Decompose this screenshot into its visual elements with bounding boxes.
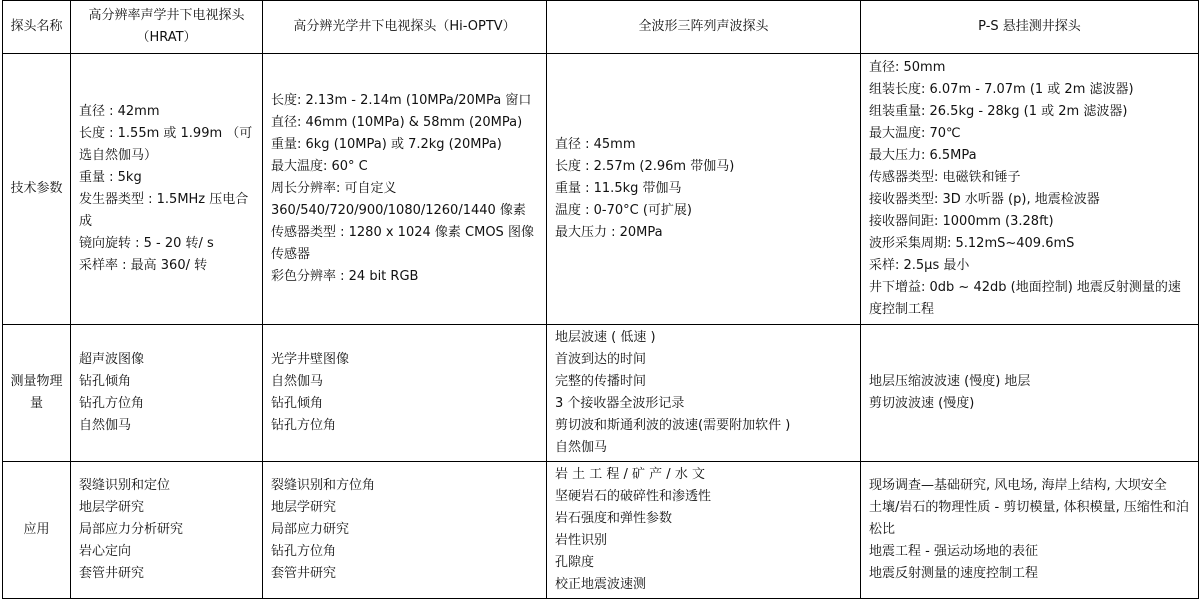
- cell-line: 孔隙度: [555, 555, 595, 570]
- cell-line: 长度 : 2.57m (2.96m 带伽马): [555, 159, 735, 174]
- cell-line: 钻孔倾角: [79, 374, 132, 389]
- cell-ps-app: [861, 462, 1199, 599]
- cell-line: 直径: 46mm (10MPa) & 58mm (20MPa): [271, 115, 523, 130]
- cell-line: 坚硬岩石的破碎性和渗透性: [555, 489, 712, 504]
- cell-line: 自然伽马: [271, 374, 324, 389]
- header-hrat: 高分辨率声学井下电视探头（HRAT）: [71, 1, 263, 54]
- cell-line: 地震工程 - 强运动场地的表征: [869, 544, 1038, 559]
- cell-line: 采样率 : 最高 360/ 转: [79, 258, 208, 273]
- cell-line: 首波到达的时间: [555, 352, 647, 367]
- cell-line: 长度 : 1.55m 或 1.99m （可选自然伽马）: [79, 126, 253, 163]
- cell-line: 最大温度: 70℃: [869, 126, 961, 141]
- cell-fullwave-meas: [547, 325, 861, 462]
- cell-line: 钻孔倾角: [271, 396, 324, 411]
- cell-line: 光学井壁图像: [271, 352, 350, 367]
- cell-fullwave-tech: [547, 54, 861, 325]
- cell-line: 采样: 2.5μs 最小: [869, 258, 970, 273]
- cell-line: 剪切波波速 (慢度): [869, 396, 975, 411]
- cell-line: 钻孔方位角: [271, 544, 337, 559]
- cell-line: 组装重量: 26.5kg - 28kg (1 或 2m 滤波器): [869, 104, 1128, 119]
- cell-line: 接收器间距: 1000mm (3.28ft): [869, 214, 1054, 229]
- cell-line: 波形采集周期: 5.12mS~409.6mS: [869, 236, 1075, 251]
- cell-line: 地层波速 ( 低速 ): [555, 330, 656, 345]
- probe-spec-table: [2, 0, 1199, 599]
- cell-line: 剪切波和斯通利波的波速(需要附加软件 ): [555, 418, 791, 433]
- row-measured-quantities: [3, 325, 1199, 462]
- cell-line: 周长分辨率: 可自定义 360/540/720/900/1080/1260/1440 像素: [271, 181, 526, 218]
- cell-line: 重量 : 11.5kg 带伽马: [555, 181, 682, 196]
- cell-hrat-tech: [71, 54, 263, 325]
- cell-hrat-app: [71, 462, 263, 599]
- cell-line: 钻孔方位角: [271, 418, 337, 433]
- header-probe-name: 探头名称: [3, 1, 71, 54]
- row-applications: [3, 462, 1199, 599]
- row-label-measured-quantities: 测量物理量: [3, 325, 71, 462]
- cell-line: 温度 : 0-70°C (可扩展): [555, 203, 693, 218]
- cell-line: 岩性识别: [555, 533, 608, 548]
- cell-line: 接收器类型: 3D 水听器 (p), 地震检波器: [869, 192, 1100, 207]
- cell-line: 现场调查—基础研究, 风电场, 海岸上结构, 大坝安全: [869, 478, 1167, 493]
- cell-line: 3 个接收器全波形记录: [555, 396, 685, 411]
- cell-line: 长度: 2.13m - 2.14m (10MPa/20MPa 窗口: [271, 93, 532, 108]
- cell-line: 地震反射测量的速度控制工程: [869, 566, 1039, 581]
- cell-line: 组装长度: 6.07m - 7.07m (1 或 2m 滤波器): [869, 82, 1134, 97]
- cell-fullwave-app: [547, 462, 861, 599]
- cell-line: 直径 : 42mm: [79, 104, 160, 119]
- cell-line: 镜向旋转 : 5 - 20 转/ s: [79, 236, 214, 251]
- row-label-applications: 应用: [3, 462, 71, 599]
- row-label-technical-parameters: 技术参数: [3, 54, 71, 325]
- cell-line: 最大压力 : 20MPa: [555, 225, 663, 240]
- cell-line: 自然伽马: [555, 440, 608, 455]
- cell-line: 超声波图像: [79, 352, 145, 367]
- header-full-waveform: 全波形三阵列声波探头: [547, 1, 861, 54]
- cell-line: 岩 土 工 程 / 矿 产 / 水 文: [555, 467, 705, 482]
- cell-hrat-meas: [71, 325, 263, 462]
- cell-line: 钻孔方位角: [79, 396, 145, 411]
- cell-line: 岩石强度和弹性参数: [555, 511, 673, 526]
- cell-line: 局部应力研究: [271, 522, 350, 537]
- cell-line: 套管井研究: [79, 566, 145, 581]
- header-hi-optv: 高分辨光学井下电视探头（Hi-OPTV）: [263, 1, 547, 54]
- cell-line: 传感器类型 : 1280 x 1024 像素 CMOS 图像传感器: [271, 225, 534, 262]
- cell-line: 直径: 50mm: [869, 60, 946, 75]
- cell-line: 裂缝识别和方位角: [271, 478, 376, 493]
- cell-line: 井下增益: 0db ~ 42db (地面控制) 地震反射测量的速度控制工程: [869, 280, 1181, 317]
- cell-line: 直径 : 45mm: [555, 137, 636, 152]
- cell-line: 地层学研究: [79, 500, 145, 515]
- cell-line: 完整的传播时间: [555, 374, 647, 389]
- cell-line: 岩心定向: [79, 544, 132, 559]
- cell-line: 套管井研究: [271, 566, 337, 581]
- cell-ps-tech: [861, 54, 1199, 325]
- cell-line: 彩色分辨率 : 24 bit RGB: [271, 269, 419, 284]
- cell-line: 重量 : 5kg: [79, 170, 142, 185]
- row-technical-parameters: [3, 54, 1199, 325]
- cell-optv-app: [263, 462, 547, 599]
- cell-line: 最大温度: 60° C: [271, 159, 368, 174]
- cell-ps-meas: [861, 325, 1199, 462]
- cell-line: 裂缝识别和定位: [79, 478, 171, 493]
- cell-optv-meas: [263, 325, 547, 462]
- cell-line: 校正地震波速测: [555, 577, 647, 592]
- cell-line: 重量: 6kg (10MPa) 或 7.2kg (20MPa): [271, 137, 502, 152]
- cell-line: 土壤/岩石的物理性质 - 剪切模量, 体积模量, 压缩性和泊松比: [869, 500, 1189, 537]
- cell-line: 自然伽马: [79, 418, 132, 433]
- cell-optv-tech: [263, 54, 547, 325]
- cell-line: 传感器类型: 电磁铁和锤子: [869, 170, 1021, 185]
- cell-line: 地层学研究: [271, 500, 337, 515]
- cell-line: 最大压力: 6.5MPa: [869, 148, 977, 163]
- header-ps-suspension: P-S 悬挂测井探头: [861, 1, 1199, 54]
- cell-line: 地层压缩波波速 (慢度) 地层: [869, 374, 1031, 389]
- cell-line: 发生器类型 : 1.5MHz 压电合成: [79, 192, 249, 229]
- cell-line: 局部应力分析研究: [79, 522, 184, 537]
- header-row: [3, 1, 1199, 54]
